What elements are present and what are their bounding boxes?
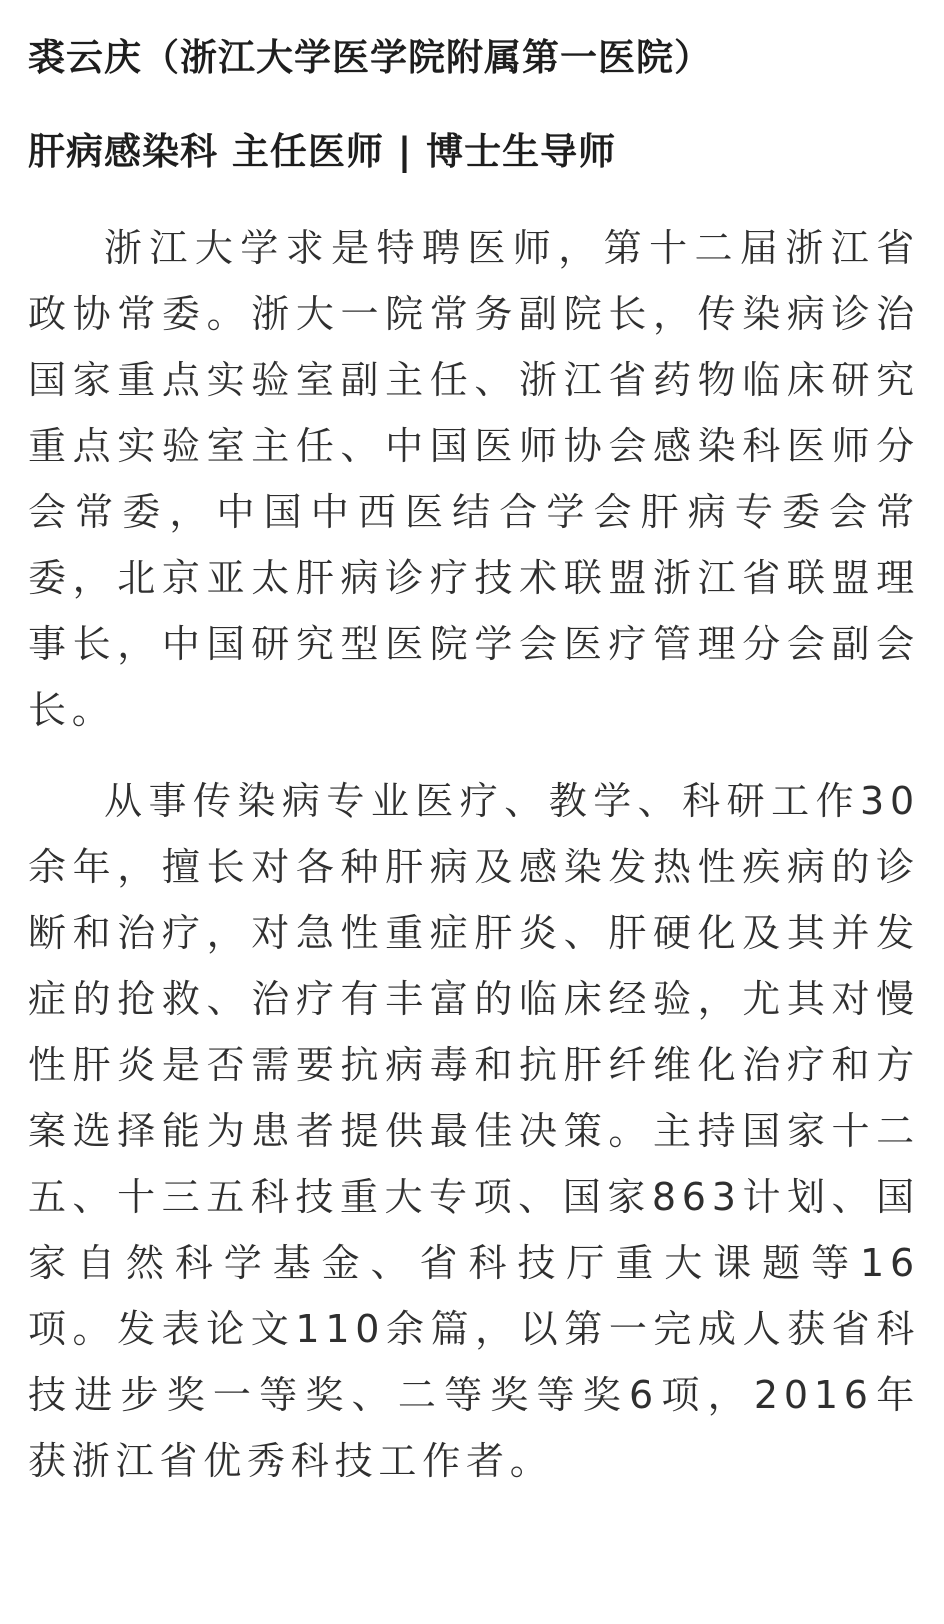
- bio-paragraph-expertise: 从事传染病专业医疗、教学、科研工作30余年，擅长对各种肝病及感染发热性疾病的诊断和治疗，对急性重症肝炎、肝硬化及其并发症的抢救、治疗有丰富的临床经验，尤其对慢性肝炎是否需要抗病毒和抗肝纤维化治疗和方案选择能为患者提供最佳决策。主持国家十二五、十三五科技重大专项、国家863计划、国家自然科学基金、省科技厅重大课题等16项。发表论文110余篇，以第一完成人获省科技进步奖一等奖、二等奖等奖6项，2016年获浙江省优秀科技工作者。: [28, 779, 920, 1483]
- doctor-position-subtitle: 肝病感染科 主任医师 | 博士生导师: [28, 130, 617, 173]
- doctor-name-title: 裘云庆（浙江大学医学院附属第一医院）: [28, 36, 712, 79]
- bio-paragraph-titles: 浙江大学求是特聘医师，第十二届浙江省政协常委。浙大一院常务副院长，传染病诊治国家重点实验室副主任、浙江省药物临床研究重点实验室主任、中国医师协会感染科医师分会常委，中国中西医结合学会肝病专委会常委，北京亚太肝病诊疗技术联盟浙江省联盟理事长，中国研究型医院学会医疗管理分会副会长。: [28, 226, 920, 732]
